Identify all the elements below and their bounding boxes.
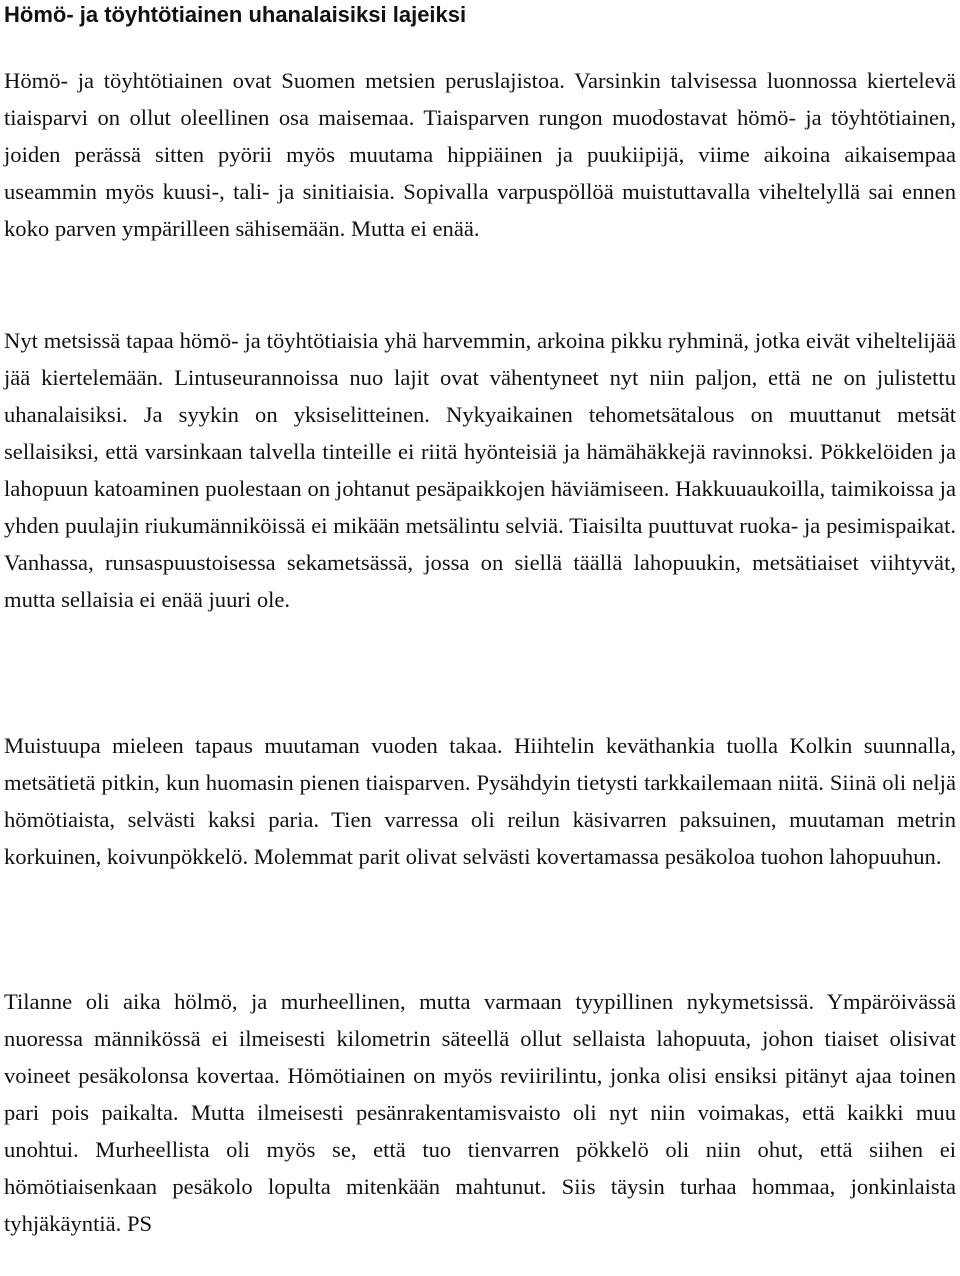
paragraph-2: Nyt metsissä tapaa hömö- ja töyhtötiaisia yhä harvemmin, arkoina pikku ryhminä, jotka eivät viheltelijää jää kiertelemään. Lintuseurannoissa nuo lajit ovat vähentyneet nyt niin paljon, että ne on julistettu uhanalaisiksi. Ja syykin on yksiselitteinen. Nykyaikainen tehometsätalous on muuttanut metsät sellaisiksi, että varsinkaan talvella tinteille ei riitä hyönteisiä ja hämähäkkejä ravinnoksi. Pökkelöiden ja lahopuun katoaminen puolestaan on johtanut pesäpaikkojen häviämiseen. Hakkuuaukoilla, taimikoissa ja yhden puulajin riukumänniköissä ei mikään metsälintu selviä. Tiaisilta puuttuvat ruoka- ja pesimispaikat. Vanhassa, runsaspuustoisessa sekametsässä, jossa on siellä täällä lahopuukin, metsätiaiset viihtyvät, mutta sellaisia ei enää juuri ole. <box>4 328 956 612</box>
paragraph-1: Hömö- ja töyhtötiainen ovat Suomen metsien peruslajistoa. Varsinkin talvisessa luonnossa kiertelevä tiaisparvi on ollut oleellinen osa maisemaa. Tiaisparven rungon muodostavat hömö- ja töyhtötiainen, joiden perässä sitten pyörii myös muutama hippiäinen ja puukiipijä, viime aikoina aikaisempaa useammin myös kuusi-, tali- ja sinitiaisia. Sopivalla varpuspöllöä muistuttavalla viheltelyllä sai ennen koko parven ympärilleen sähisemään. Mutta ei enää. <box>4 68 956 241</box>
document-title: Hömö- ja töyhtötiainen uhanalaisiksi lajeiksi <box>4 2 467 27</box>
paragraph-4: Tilanne oli aika hölmö, ja murheellinen, mutta varmaan tyypillinen nykymetsissä. Ympäröivässä nuoressa männikössä ei ilmeisesti kilometrin säteellä ollut sellaista lahopuuta, johon tiaiset olisivat voineet pesäkolonsa kovertaa. Hömötiainen on myös reviirilintu, jonka olisi ensiksi pitänyt ajaa toinen pari pois paikalta. Mutta ilmeisesti pesänrakentamisvaisto oli nyt niin voimakas, että kaikki muu unohtui. Murheellista oli myös se, että tuo tienvarren pökkelö oli niin ohut, että siihen ei hömötiaisenkaan pesäkolo lopulta mitenkään mahtunut. Siis täysin turhaa hommaa, jonkinlaista tyhjäkäyntiä. PS <box>4 989 956 1236</box>
paragraph-3: Muistuupa mieleen tapaus muutaman vuoden takaa. Hiihtelin keväthankia tuolla Kolkin suunnalla, metsätietä pitkin, kun huomasin pienen tiaisparven. Pysähdyin tietysti tarkkailemaan niitä. Siinä oli neljä hömötiaista, selvästi kaksi paria. Tien varressa oli reilun käsivarren paksuinen, muutaman metrin korkuinen, koivunpökkelö. Molemmat parit olivat selvästi kovertamassa pesäkoloa tuohon lahopuuhun. <box>4 733 956 869</box>
